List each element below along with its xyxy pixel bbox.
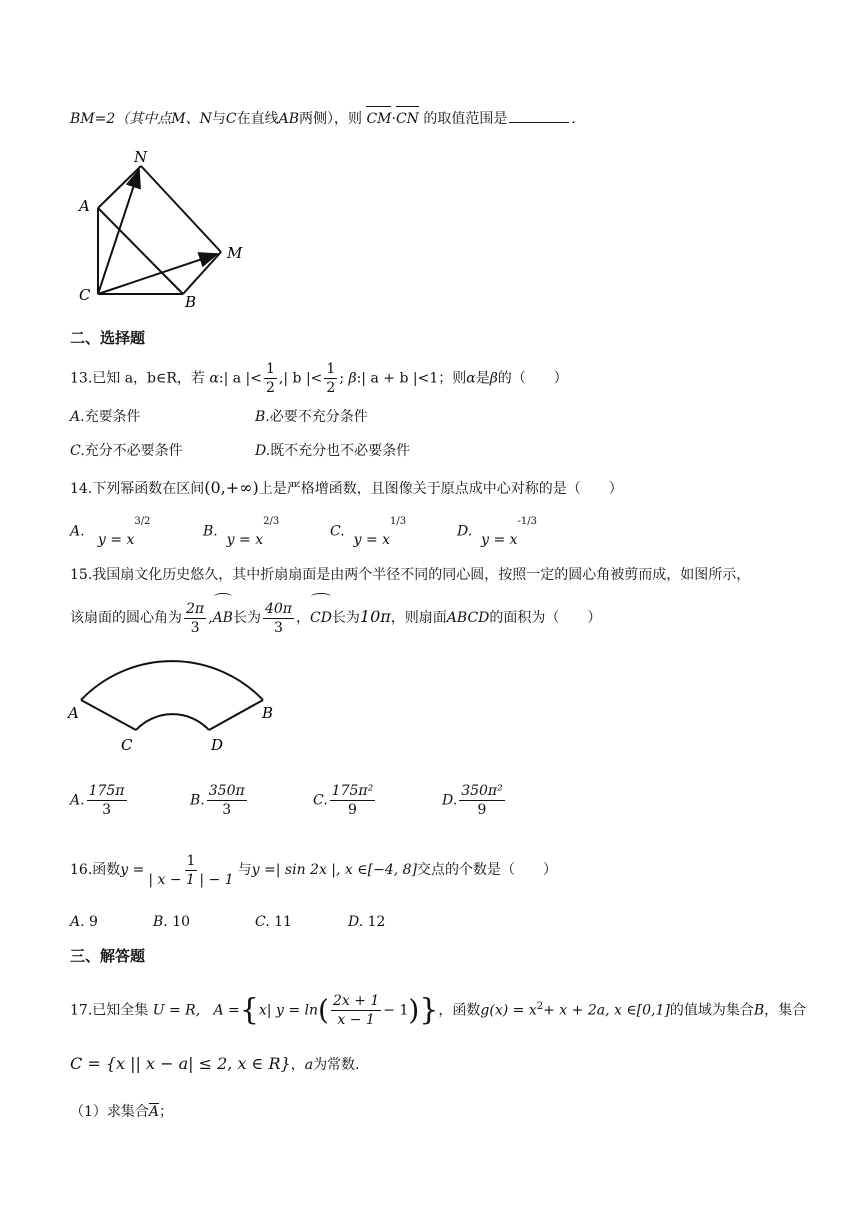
- arc-cd: CD: [310, 598, 332, 638]
- q14-stem: [70, 478, 623, 499]
- q17-text: x|: [258, 1002, 272, 1019]
- beta-symbol: β: [489, 370, 498, 387]
- section-title: 三、解答题: [70, 947, 146, 965]
- fraction: [459, 782, 505, 819]
- q17-text: ，: [290, 1057, 305, 1073]
- paren-close: ): [408, 993, 420, 1027]
- section-title: 二、选择题: [70, 329, 146, 347]
- q14-text: 上是严格增函数，且图像关于原点成中心对称的是（ ）: [258, 481, 623, 497]
- fraction-num: 2π: [186, 600, 205, 617]
- vector-cm: CM: [366, 111, 392, 127]
- q17-stem: [70, 985, 806, 1033]
- option-exponent: -1/3: [517, 516, 538, 527]
- option-text: 10: [172, 914, 191, 930]
- q16-text: 交点的个数是（ ）: [417, 862, 558, 878]
- set-a: A =: [213, 1002, 240, 1019]
- q13-option-b[interactable]: [255, 406, 368, 426]
- option-text: 充要条件: [84, 409, 141, 425]
- q12-text: 的取值范围是: [423, 111, 508, 127]
- fraction: [146, 852, 235, 889]
- fraction-den: 3: [190, 619, 200, 636]
- q16-option-d[interactable]: [348, 914, 385, 930]
- q16-expression: y =| sin 2x |, x ∈[−4, 8]: [251, 862, 418, 878]
- figure-fan: [65, 648, 295, 758]
- q17-text: 17.已知全集: [70, 1002, 149, 1019]
- fraction: [324, 360, 337, 397]
- q13-text: ,| b |<: [278, 370, 323, 387]
- option-letter: D.: [255, 443, 271, 459]
- fraction: [263, 600, 294, 637]
- option-letter: C.: [255, 914, 270, 930]
- label-b: B: [185, 293, 197, 311]
- q17-text: a: [304, 1057, 314, 1073]
- fraction-num: 1: [326, 361, 336, 377]
- figure-triangle-vectors: [75, 148, 265, 313]
- q15-option-a[interactable]: [70, 782, 129, 819]
- fraction-den: x − 1: [337, 1012, 375, 1029]
- g-function: g(x) = x: [480, 1002, 537, 1019]
- q12-text: 两侧），则: [298, 111, 362, 127]
- fraction-den: 3: [274, 619, 283, 636]
- q15-text: 长为: [232, 610, 261, 626]
- q17-text: ，函数: [438, 1002, 481, 1019]
- paren-open: (: [318, 993, 329, 1027]
- option-text: 必要不充分条件: [269, 409, 368, 425]
- q13-option-c[interactable]: [70, 440, 183, 460]
- option-base: y = x: [353, 531, 391, 548]
- q17-line2: [70, 1054, 360, 1075]
- q17-text: ；: [159, 1104, 174, 1120]
- q14-text: 14.下列幂函数在区间: [70, 481, 205, 497]
- option-letter: B.: [190, 792, 205, 809]
- brace-open: {: [239, 992, 259, 1028]
- option-letter: C.: [70, 443, 85, 459]
- fraction-den: 2: [266, 380, 275, 396]
- q12-text: AB: [278, 111, 299, 127]
- fraction: [207, 782, 247, 819]
- q16-text: 16.函数: [70, 862, 121, 878]
- option-letter: B.: [153, 914, 168, 930]
- label-n: N: [134, 148, 148, 166]
- fraction-num: 350π: [208, 783, 245, 799]
- q15-option-d[interactable]: [442, 782, 507, 819]
- q16-option-a[interactable]: [70, 914, 98, 930]
- fraction-den: 9: [477, 802, 487, 818]
- option-text: 11: [274, 914, 292, 930]
- option-text: 充分不必要条件: [84, 443, 183, 459]
- vector-cn: CN: [395, 111, 419, 127]
- label-c: C: [79, 286, 91, 304]
- q17-text: y = ln: [275, 1002, 319, 1019]
- fraction: [87, 782, 127, 819]
- q15-text: ABCD: [446, 610, 490, 626]
- fraction: [264, 360, 277, 397]
- fraction-num: 350π²: [461, 783, 503, 799]
- q15-text: ，则扇面: [390, 610, 447, 626]
- q12-text: 与: [211, 111, 226, 127]
- q15-text: 该扇面的圆心角为: [70, 610, 182, 626]
- q13-text: ;: [339, 370, 345, 387]
- q12-tail: [70, 108, 576, 129]
- q15-text: ,: [208, 610, 213, 626]
- label-b: B: [262, 704, 274, 722]
- arc-ab: AB: [213, 598, 233, 638]
- q13-option-a[interactable]: [70, 406, 141, 426]
- fraction: [184, 600, 206, 637]
- q15-option-c[interactable]: [313, 782, 377, 819]
- q17-text: （1）求集合: [70, 1104, 149, 1120]
- option-letter: B.: [255, 409, 270, 425]
- brace-close: }: [419, 992, 439, 1028]
- q17-text: 的值域为集合: [669, 1002, 754, 1019]
- q17-text: ，集合: [764, 1002, 807, 1019]
- q14-option-d[interactable]: [457, 516, 538, 548]
- fraction-den: 3: [102, 802, 111, 818]
- alpha-symbol: α: [466, 370, 476, 387]
- q13-text: 13.已知 a，b∈R，若: [70, 370, 205, 387]
- alpha-symbol: α: [209, 370, 219, 387]
- set-c: C = {x || x − a| ≤ 2, x ∈ R}: [70, 1054, 291, 1073]
- option-text: 9: [89, 914, 98, 930]
- g-function: + x + 2a, x ∈[0,1]: [543, 1002, 670, 1019]
- option-letter: C.: [330, 523, 345, 540]
- label-a: A: [68, 704, 79, 722]
- q14-option-a[interactable]: [70, 516, 151, 548]
- option-exponent: 1/3: [390, 516, 407, 527]
- q12-text: .: [571, 111, 576, 127]
- option-exponent: 3/2: [134, 516, 151, 527]
- fraction-den: | x − 1 | − 1: [148, 871, 234, 888]
- q15-text: 长为: [331, 610, 360, 626]
- complement-a: $\overline{A}$: [148, 1104, 160, 1120]
- q12-text: M、N: [171, 111, 212, 127]
- fraction: [330, 782, 376, 819]
- option-text: 12: [367, 914, 386, 930]
- fraction-num: 175π: [88, 783, 125, 799]
- fraction-den: 2: [326, 380, 336, 396]
- q16-text: 与: [237, 862, 252, 878]
- set-b: B: [753, 1002, 765, 1019]
- q13-text: 是: [475, 370, 490, 387]
- option-exponent: 2/3: [263, 516, 280, 527]
- option-text: 既不充分也不必要条件: [270, 443, 411, 459]
- fraction-num: 2x + 1: [332, 993, 380, 1010]
- q17-part1: [70, 1102, 173, 1122]
- fraction-num: 175π²: [331, 783, 374, 799]
- exponent-2: 2: [536, 1001, 544, 1012]
- fraction-den: 9: [347, 802, 357, 818]
- option-letter: A.: [70, 914, 85, 930]
- q13-text: :| a |<: [218, 370, 262, 387]
- option-base: y = x: [97, 531, 135, 548]
- q14-option-c[interactable]: [330, 516, 407, 548]
- q15-text: 的面积为（ ）: [489, 610, 602, 626]
- q12-text: BM=2（其中点: [70, 111, 172, 127]
- q16-text: y =: [120, 862, 145, 878]
- q12-text: 在直线: [236, 111, 279, 127]
- option-base: y = x: [226, 531, 264, 548]
- fraction-num: 40π: [264, 600, 292, 617]
- q14-option-b[interactable]: [203, 516, 280, 548]
- q15-option-b[interactable]: [190, 782, 249, 819]
- fraction-num: 1: [266, 361, 275, 377]
- q15-line2: [70, 597, 601, 638]
- label-m: M: [227, 244, 243, 262]
- label-d: D: [211, 736, 224, 754]
- q17-text: 为常数.: [313, 1057, 360, 1073]
- beta-symbol: β: [348, 370, 357, 387]
- label-c: C: [121, 736, 133, 754]
- fraction-den: 3: [222, 802, 232, 818]
- q16-option-c[interactable]: [255, 914, 292, 930]
- q13-option-d[interactable]: [255, 440, 410, 460]
- q16-option-b[interactable]: [153, 914, 190, 930]
- interval: (0,+∞): [204, 478, 259, 497]
- fraction: [331, 992, 381, 1029]
- answer-blank: [509, 108, 569, 123]
- option-base: y = x: [481, 531, 518, 548]
- q13-text: :| a + b |<1；则: [356, 370, 467, 387]
- option-letter: A.: [70, 523, 85, 540]
- fraction-num: 1: [186, 852, 196, 869]
- q17-text: − 1: [383, 1002, 409, 1019]
- arc-length: 10π: [359, 607, 391, 626]
- universal-set: U = R,: [152, 1002, 201, 1019]
- q13-text: 的（ ）: [497, 370, 568, 387]
- q12-text: C: [225, 111, 237, 127]
- q13-stem: [70, 360, 568, 397]
- q16-stem: [70, 850, 557, 890]
- option-letter: A.: [70, 409, 85, 425]
- option-letter: D.: [457, 523, 473, 540]
- label-a: A: [79, 197, 90, 215]
- option-letter: D.: [442, 792, 458, 809]
- option-letter: D.: [348, 914, 364, 930]
- q15-text: ，: [295, 610, 310, 626]
- option-letter: B.: [203, 523, 218, 540]
- option-letter: C.: [313, 792, 328, 809]
- q15-line1: 15.我国扇文化历史悠久，其中折扇扇面是由两个半径不同的同心圆，按照一定的圆心角被剪而成，如图所示，: [70, 567, 751, 583]
- dot-symbol: ·: [391, 111, 396, 127]
- option-letter: A.: [70, 792, 85, 809]
